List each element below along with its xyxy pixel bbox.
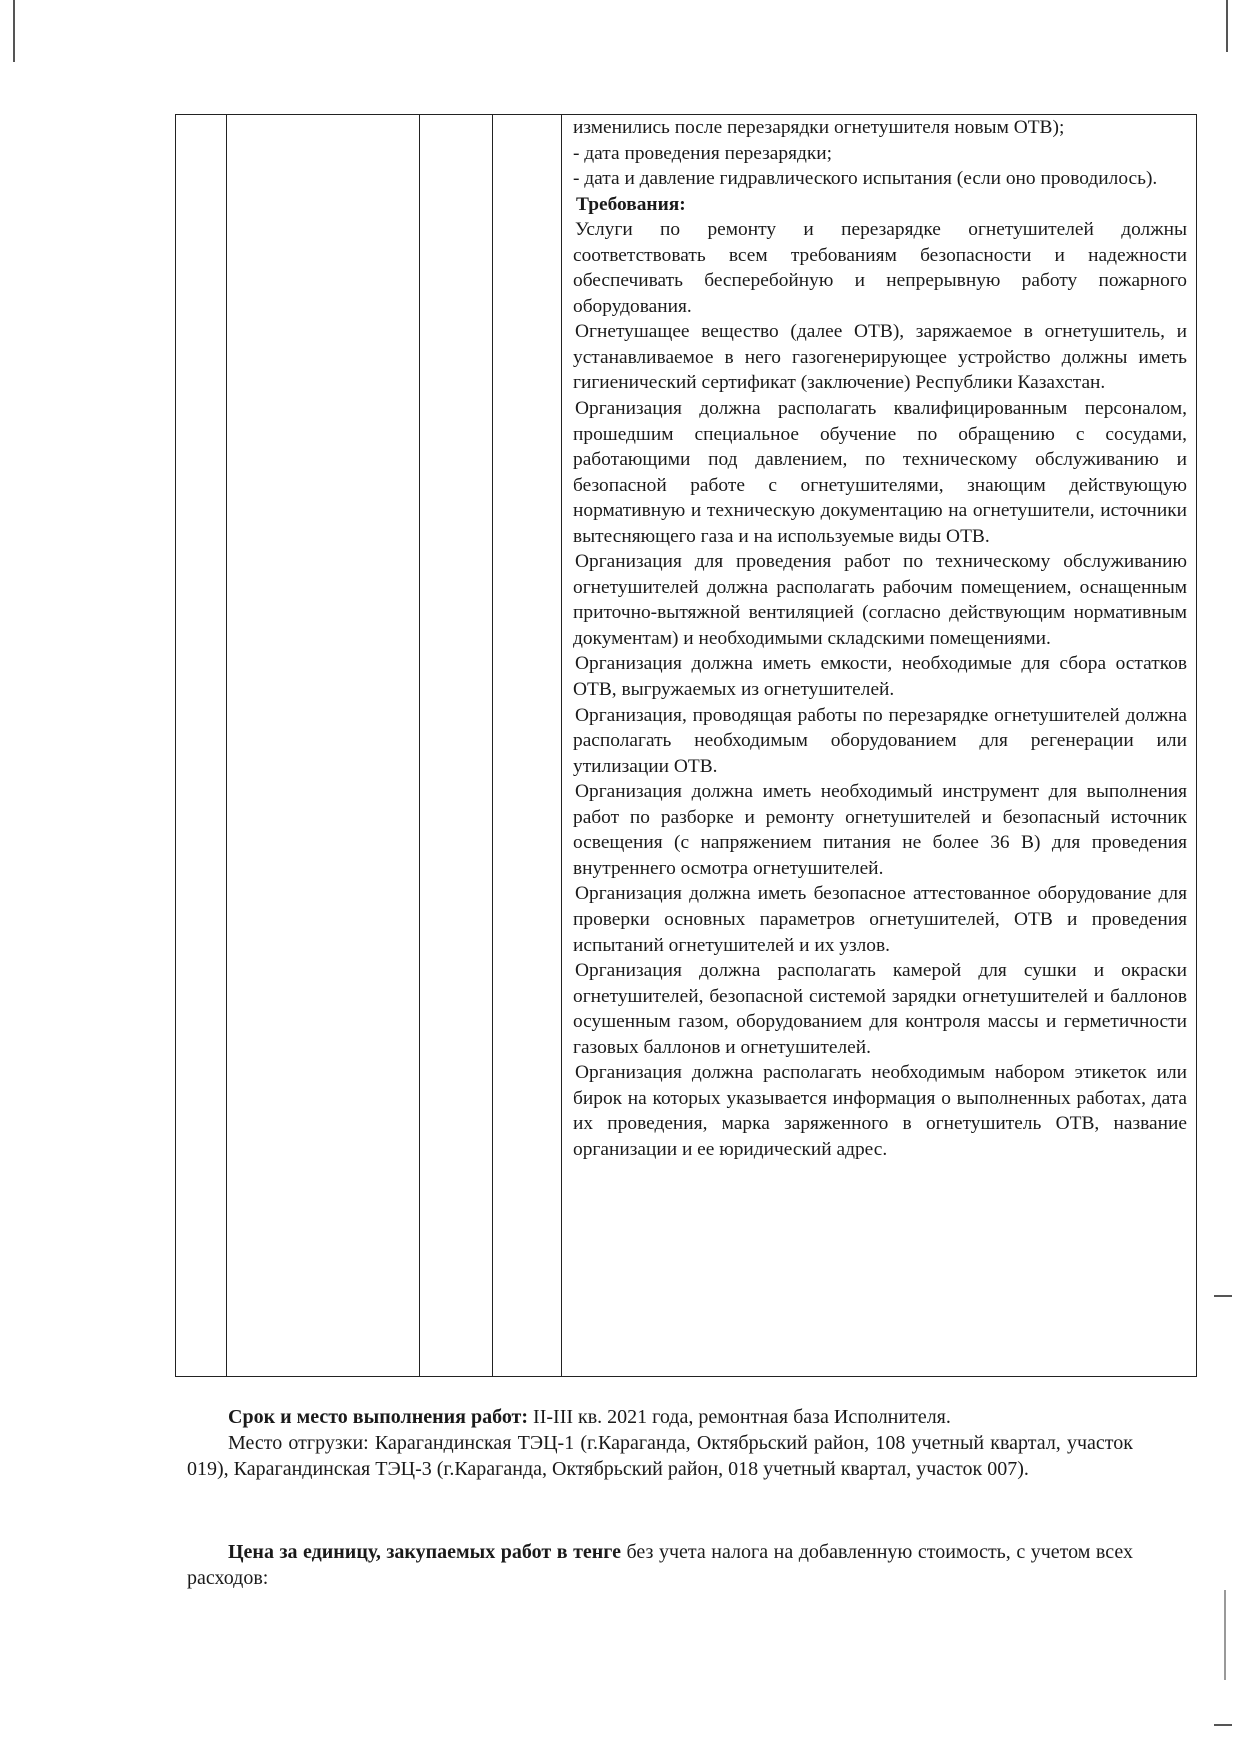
- table-cell-name: [227, 115, 420, 1377]
- deadline-text: II-III кв. 2021 года, ремонтная база Исполнителя.: [528, 1406, 951, 1428]
- scan-mark-right-4: [1224, 1590, 1226, 1680]
- table-row: [176, 115, 1197, 1377]
- description-line: - дата и давление гидравлического испытания (если оно проводилось).: [573, 168, 1158, 190]
- requirement-paragraph: Организация должна располагать камерой для сушки и окраски огнетушителей, безопасной системой зарядки огнетушителей и баллонов осушенным газом, оборудованием для контроля массы и герметичности газовых баллонов и огнетушителей.: [573, 960, 1187, 1058]
- shipment-paragraph: [187, 1430, 1133, 1482]
- description-line: изменились после перезарядки огнетушителя новым ОТВ);: [573, 117, 1065, 138]
- requirement-paragraph: Организация для проведения работ по техническому обслуживанию огнетушителей должна располагать рабочим помещением, оснащенным приточно-вытяжной вентиляцией (согласно действующим нормативным документам) и необходимыми складскими помещениями.: [573, 551, 1187, 649]
- requirements-heading: Требования:: [576, 193, 686, 215]
- table-cell-unit: [420, 115, 493, 1377]
- scan-mark-left: [13, 0, 15, 62]
- requirement-paragraph: Огнетушащее вещество (далее ОТВ), заряжаемое в огнетушитель, и устанавливаемое в него газогенерирующее устройство должны иметь гигиенический сертификат (заключение) Республики Казахстан.: [573, 321, 1187, 394]
- services-table: [175, 114, 1197, 1377]
- table-cell-number: [176, 115, 227, 1377]
- deadline-paragraph: [187, 1404, 1133, 1430]
- table-cell-description: [562, 115, 1197, 1377]
- price-paragraph: [187, 1539, 1133, 1591]
- table-cell-quantity: [493, 115, 562, 1377]
- requirement-paragraph: Организация должна иметь необходимый инструмент для выполнения работ по разборке и ремонту огнетушителей и безопасный источник освещения (с напряжением питания не более 36 В) для проведения внутреннего осмотра огнетушителей.: [573, 781, 1187, 879]
- requirement-paragraph: Организация должна располагать необходимым набором этикеток или бирок на которых указывается информация о выполненных работах, дата их проведения, марка заряженного в огнетушитель ОТВ, название организации и ее юридический адрес.: [573, 1062, 1187, 1160]
- scan-mark-right: [1226, 0, 1228, 52]
- shipment-text: Место отгрузки: Карагандинская ТЭЦ-1 (г.Караганда, Октябрьский район, 108 учетный квартал, участок 019), Карагандинская ТЭЦ-3 (г.Караганда, Октябрьский район, 018 учетный квартал, участок 007).: [187, 1432, 1133, 1480]
- requirement-paragraph: Организация должна иметь безопасное аттестованное оборудование для проверки основных параметров огнетушителей, ОТВ и проведения испытаний огнетушителей и их узлов.: [573, 883, 1187, 956]
- requirement-paragraph: Организация, проводящая работы по перезарядке огнетушителей должна располагать необходимым оборудованием для регенерации или утилизации ОТВ.: [573, 704, 1187, 777]
- description-text: [562, 115, 1196, 1162]
- price-text: без учета налога на добавленную стоимость, с учетом всех расходов:: [187, 1541, 1133, 1589]
- scan-mark-right-2: [1214, 1295, 1232, 1297]
- requirement-paragraph: Организация должна располагать квалифицированным персоналом, прошедшим специальное обучение по обращению с сосудами, работающими под давлением, по техническому обслуживанию и безопасной работе с огнетушителями, знающим действующую нормативную и техническую документацию на огнетушители, источники вытесняющего газа и на используемые виды ОТВ.: [573, 398, 1187, 547]
- price-label: Цена за единицу, закупаемых работ в тенге: [228, 1541, 621, 1563]
- requirement-paragraph: Услуги по ремонту и перезарядке огнетушителей должны соответствовать всем требованиям безопасности и надежности обеспечивать бесперебойную и непрерывную работу пожарного оборудования.: [573, 219, 1187, 317]
- deadline-label: Срок и место выполнения работ:: [228, 1406, 529, 1428]
- description-line: - дата проведения перезарядки;: [573, 142, 833, 164]
- requirement-paragraph: Организация должна иметь емкости, необходимые для сбора остатков ОТВ, выгружаемых из огнетушителей.: [573, 653, 1187, 701]
- scan-mark-right-3: [1214, 1724, 1232, 1726]
